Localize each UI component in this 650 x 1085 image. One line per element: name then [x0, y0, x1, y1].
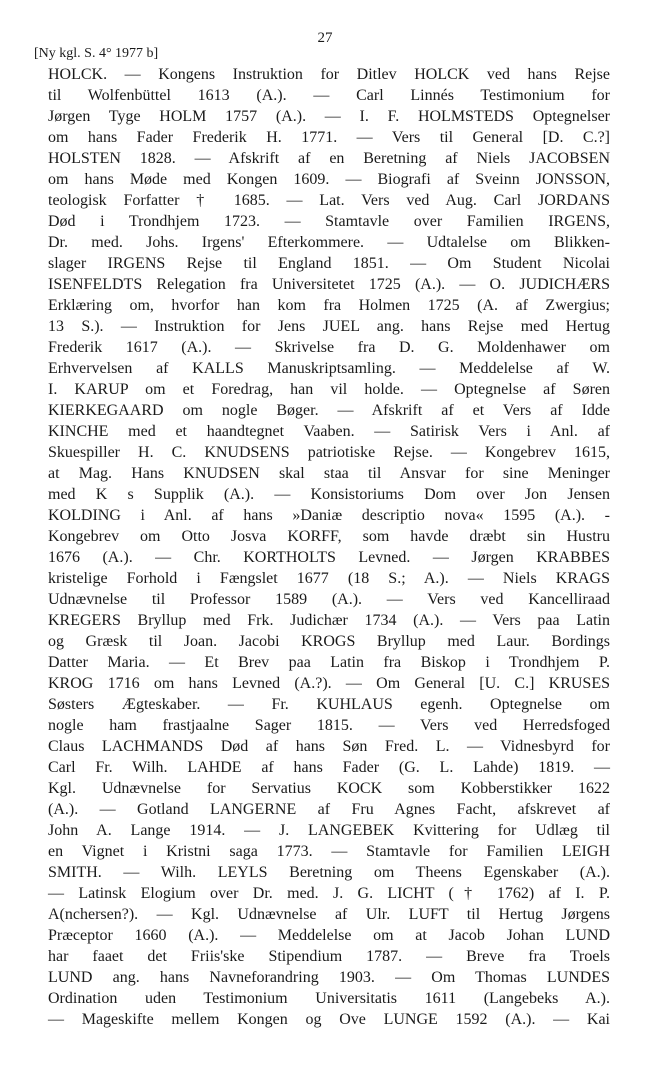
- text-line: og Græsk til Joan. Jacobi KROGS Bryllup med Laur. Bordings: [48, 633, 610, 650]
- text-line: om hans Møde med Kongen 1609. — Biografi af Sveinn JONSSON,: [48, 171, 610, 188]
- text-line: Ordination uden Testimonium Universitatis 1611 (Langebeks A.).: [48, 990, 610, 1007]
- text-line: teologisk Forfatter † 1685. — Lat. Vers ved Aug. Carl JORDANS: [48, 192, 610, 209]
- text-line: KROG 1716 om hans Levned (A.?). — Om General [U. C.] KRUSES: [48, 675, 610, 692]
- text-line: Udnævnelse til Professor 1589 (A.). — Vers ved Kancelliraad: [48, 591, 610, 608]
- text-line: Død i Trondhjem 1723. — Stamtavle over Familien IRGENS,: [48, 213, 610, 230]
- text-line: SMITH. — Wilh. LEYLS Beretning om Theens Egenskaber (A.).: [48, 864, 610, 881]
- text-line: en Vignet i Kristni saga 1773. — Stamtavle for Familien LEIGH: [48, 843, 610, 860]
- text-line: Frederik 1617 (A.). — Skrivelse fra D. G. Moldenhawer om: [48, 339, 610, 356]
- text-line: HOLSTEN 1828. — Afskrift af en Beretning af Niels JACOBSEN: [48, 150, 610, 167]
- text-line: Skuespiller H. C. KNUDSENS patriotiske Rejse. — Kongebrev 1615,: [48, 444, 610, 461]
- text-line: at Mag. Hans KNUDSEN skal staa til Ansvar for sine Meninger: [48, 465, 610, 482]
- text-line: Datter Maria. — Et Brev paa Latin fra Biskop i Trondhjem P.: [48, 654, 610, 671]
- text-line: 13 S.). — Instruktion for Jens JUEL ang. hans Rejse med Hertug: [48, 318, 610, 335]
- text-line: Erklæring om, hvorfor han kom fra Holmen 1725 (A. af Zwergius;: [48, 297, 610, 314]
- text-line: Claus LACHMANDS Død af hans Søn Fred. L. — Vidnesbyrd for: [48, 738, 610, 755]
- text-line: om hans Fader Frederik H. 1771. — Vers til General [D. C.?]: [48, 129, 610, 146]
- text-line: Søsters Ægteskaber. — Fr. KUHLAUS egenh. Optegnelse om: [48, 696, 610, 713]
- shelfmark: [Ny kgl. S. 4° 1977 b]: [34, 46, 159, 61]
- text-line: KOLDING i Anl. af hans »Daniæ descriptio nova« 1595 (A.). -: [48, 507, 610, 524]
- text-line: nogle ham frastjaalne Sager 1815. — Vers ved Herredsfoged: [48, 717, 610, 734]
- text-line: Carl Fr. Wilh. LAHDE af hans Fader (G. L. Lahde) 1819. —: [48, 759, 610, 776]
- text-line: — Mageskifte mellem Kongen og Ove LUNGE 1592 (A.). — Kai: [48, 1011, 610, 1028]
- text-line: John A. Lange 1914. — J. LANGEBEK Kvittering for Udlæg til: [48, 822, 610, 839]
- text-line: med K s Supplik (A.). — Konsistoriums Dom over Jon Jensen: [48, 486, 610, 503]
- text-line: Kongebrev om Otto Josva KORFF, som havde dræbt sin Hustru: [48, 528, 610, 545]
- text-line: slager IRGENS Rejse til England 1851. — Om Student Nicolai: [48, 255, 610, 272]
- text-line: 1676 (A.). — Chr. KORTHOLTS Levned. — Jørgen KRABBES: [48, 549, 610, 566]
- text-line: Jørgen Tyge HOLM 1757 (A.). — I. F. HOLMSTEDS Optegnelser: [48, 108, 610, 125]
- text-line: HOLCK. — Kongens Instruktion for Ditlev HOLCK ved hans Rejse: [48, 66, 610, 83]
- text-line: (A.). — Gotland LANGERNE af Fru Agnes Facht, afskrevet af: [48, 801, 610, 818]
- text-line: KINCHE med et haandtegnet Vaaben. — Satirisk Vers i Anl. af: [48, 423, 610, 440]
- text-line: Erhvervelsen af KALLS Manuskriptsamling. — Meddelelse af W.: [48, 360, 610, 377]
- page-number: 27: [317, 30, 333, 46]
- text-line: kristelige Forhold i Fængslet 1677 (18 S.; A.). — Niels KRAGS: [48, 570, 610, 587]
- text-line: LUND ang. hans Navneforandring 1903. — Om Thomas LUNDES: [48, 969, 610, 986]
- text-line: Dr. med. Johs. Irgens' Efterkommere. — Udtalelse om Blikken-: [48, 234, 610, 251]
- text-line: A(nchersen?). — Kgl. Udnævnelse af Ulr. LUFT til Hertug Jørgens: [48, 906, 610, 923]
- text-line: KIERKEGAARD om nogle Bøger. — Afskrift af et Vers af Idde: [48, 402, 610, 419]
- text-line: til Wolfenbüttel 1613 (A.). — Carl Linnés Testimonium for: [48, 87, 610, 104]
- text-line: har faaet det Friis'ske Stipendium 1787. — Breve fra Troels: [48, 948, 610, 965]
- text-line: KREGERS Bryllup med Frk. Judichær 1734 (A.). — Vers paa Latin: [48, 612, 610, 629]
- text-line: ISENFELDTS Relegation fra Universitetet 1725 (A.). — O. JUDICHÆRS: [48, 276, 610, 293]
- text-line: — Latinsk Elogium over Dr. med. J. G. LICHT († 1762) af I. P.: [48, 885, 610, 902]
- text-line: Præceptor 1660 (A.). — Meddelelse om at Jacob Johan LUND: [48, 927, 610, 944]
- text-line: I. KARUP om et Foredrag, han vil holde. — Optegnelse af Søren: [48, 381, 610, 398]
- text-line: Kgl. Udnævnelse for Servatius KOCK som Kobberstikker 1622: [48, 780, 610, 797]
- body-text: [48, 64, 610, 1030]
